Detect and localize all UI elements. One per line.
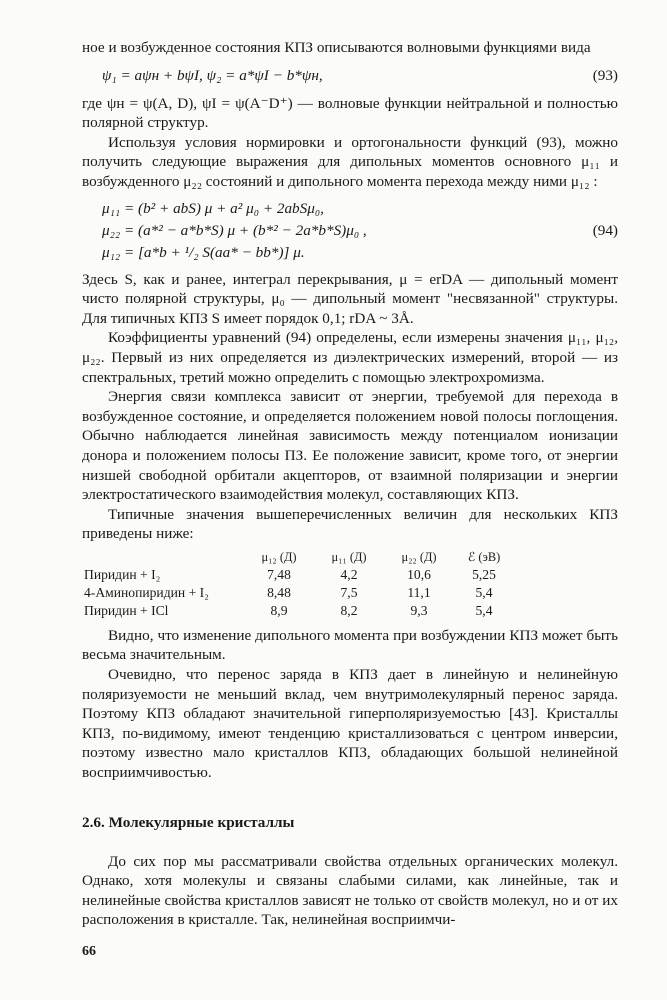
table-cell: 4,2 [340, 566, 358, 582]
table-header: μ₁₁ (Д) [331, 549, 367, 564]
table-cell: 4-Аминопиридин + I₂ [84, 584, 209, 600]
paragraph-1: ное и возбужденное состояния КПЗ описываются волновыми функциями вида [82, 39, 591, 56]
table-cell: 5,4 [475, 602, 493, 618]
table-row [84, 602, 514, 620]
equation-94-number: (94) [592, 221, 618, 239]
paragraph-3: Используя условия нормировки и ортогональности функций (93), можно получить следующие выражения для дипольных моментов основного μ₁₁ и возбужденного μ₂₂ состояний и дипольного момента перехода между ними μ₁₂ : [82, 133, 618, 190]
paragraph-7: Типичные значения вышеперечисленных величин для нескольких КПЗ приведены ниже: [82, 505, 618, 543]
equation-94-line-2: μ₂₂ = (a*² − a*b*S) μ + (b*² − 2a*b*S)μ₀ , [102, 221, 367, 239]
table-cell: Пиридин + ICl [84, 602, 169, 618]
table-header: μ₁₂ (Д) [261, 549, 297, 564]
table-cell: 5,25 [472, 566, 496, 582]
table-header-row [84, 548, 514, 566]
paragraph-4: Здесь S, как и ранее, интеграл перекрывания, μ = erDA — дипольный момент чисто полярной структуры, μ₀ — дипольный момент "несвязанной" структуры. Для типичных КПЗ S имеет порядок 0,1; rDA ~ 3Å. [82, 270, 618, 327]
table-cell: 7,48 [267, 566, 291, 582]
paragraph-8: Видно, что изменение дипольного момента при возбуждении КПЗ может быть весьма значительным. [82, 626, 618, 664]
table-header: ℰ (эВ) [467, 549, 501, 564]
table-cell: Пиридин + I₂ [84, 566, 161, 582]
page-content [82, 38, 618, 930]
table-cell: 11,1 [407, 584, 431, 600]
paragraph-9: Очевидно, что перенос заряда в КПЗ дает в линейную и нелинейную поляризуемости не меньший вклад, чем внутримолекулярный перенос заряда. Поэтому КПЗ обладают значительной гиперполяризуемостью [43]. Кристаллы КПЗ, по-видимому, имеют тенденцию кристаллизоваться с центром инверсии, поэтому известно мало кристаллов КПЗ, обладающих большой нелинейной восприимчивостью. [82, 666, 618, 782]
equation-94-line-3: μ₁₂ = [a*b + ¹/₂ S(aa* − bb*)] μ. [102, 243, 305, 261]
equation-93-number: (93) [592, 66, 618, 84]
table-header [84, 548, 244, 566]
values-table [84, 548, 514, 620]
table-cell: 7,5 [340, 584, 358, 600]
equation-94-line-1: μ₁₁ = (b² + abS) μ + a² μ₀ + 2abSμ₀, [102, 199, 324, 217]
paragraph-6: Энергия связи комплекса зависит от энергии, требуемой для перехода в возбужденное состояние, и определяется положением новой полосы поглощения. Обычно наблюдается линейная зависимость между потенциалом ионизации донора и положением полосы ПЗ. Ее положение зависит, кроме того, от энергии низшей свободной орбитали акцепторов, от взаимной поляризации и энергии электростатического взаимодействия молекул, составляющих КПЗ. [82, 388, 618, 504]
table-cell: 10,6 [407, 566, 431, 582]
table-cell: 9,3 [410, 602, 428, 618]
section-heading: 2.6. Молекулярные кристаллы [82, 813, 295, 831]
paragraph-5: Коэффициенты уравнений (94) определены, если измерены значения μ₁₁, μ₁₂, μ₂₂. Первый из них определяется из диэлектрических измерений, второй — из спектральных, третий можно определить с помощью электрохромизма. [82, 329, 618, 386]
equation-93-body: ψ₁ = aψн + bψI, ψ₂ = a*ψI − b*ψн, [102, 66, 323, 84]
table-cell: 8,2 [340, 602, 358, 618]
equation-94 [82, 198, 618, 264]
table-cell: 8,48 [267, 584, 291, 600]
paragraph-10: До сих пор мы рассматривали свойства отдельных органических молекул. Однако, хотя молекулы и связаны слабыми силами, как линейные, так и нелинейные свойства кристаллов зависят не только от свойств молекул, но и от их расположения в кристалле. Так, нелинейная восприимчи- [82, 852, 618, 929]
page-number: 66 [82, 944, 96, 959]
table-row [84, 584, 514, 602]
equation-93 [82, 66, 618, 86]
table-cell: 5,4 [475, 584, 493, 600]
table-header: μ₂₂ (Д) [401, 549, 437, 564]
paragraph-2: где ψн = ψ(A, D), ψI = ψ(A⁻D⁺) — волновые функции нейтральной и полностью полярной структур. [82, 94, 618, 132]
table-cell: 8,9 [270, 602, 288, 618]
table-row [84, 566, 514, 584]
